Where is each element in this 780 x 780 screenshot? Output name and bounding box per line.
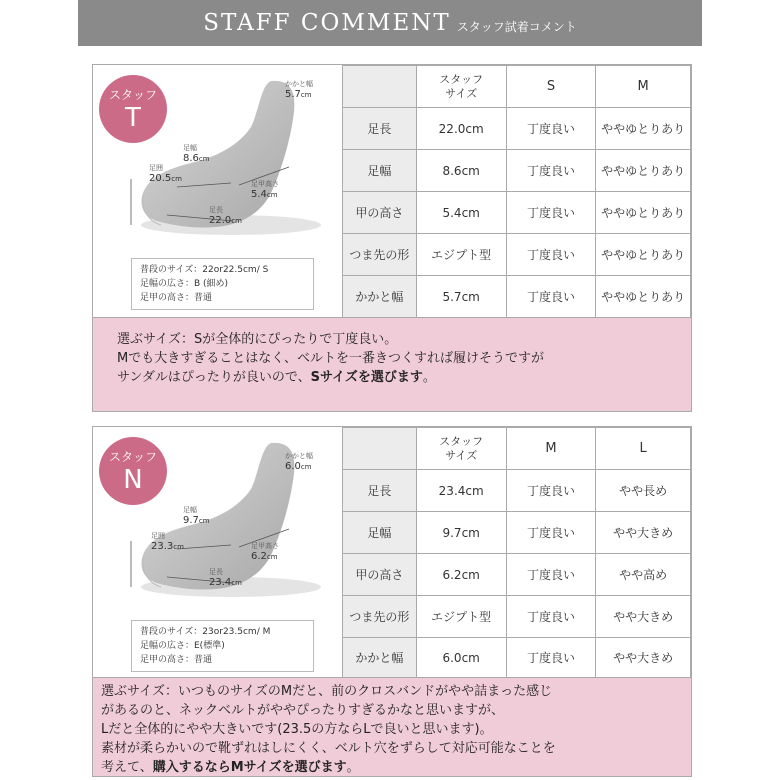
comment-line: 選ぶサイズ：いつものサイズのMだと、前のクロスバンドがやや詰まった感じ xyxy=(101,684,553,699)
heel-width-annotation: かかと幅 5.7cm xyxy=(285,80,313,100)
staff-value: 22.0cm xyxy=(416,108,506,150)
table-corner-cell xyxy=(343,428,417,470)
table-row xyxy=(343,150,691,192)
comment-line: 考えて、購入するならMサイズを選びます。 xyxy=(101,760,360,775)
staff-t-foot-panel xyxy=(93,65,342,317)
staff-t-size-table xyxy=(342,65,691,318)
badge-label: スタッフ xyxy=(108,88,157,102)
staff-n-block xyxy=(92,426,692,777)
badge-label: スタッフ xyxy=(108,450,157,464)
staff-n-badge xyxy=(99,437,167,505)
comment-line: Mでも大きすぎることはなく、ベルトを一番きつくすれば履けそうですが xyxy=(117,351,544,366)
instep-height-annotation: 足甲高さ 6.2cm xyxy=(251,542,279,562)
size-l-header: L xyxy=(596,428,691,470)
fit-m: ややゆとりあり xyxy=(596,108,691,150)
row-label: かかと幅 xyxy=(343,638,417,678)
foot-width-annotation: 足幅 9.7cm xyxy=(183,506,210,526)
foot-circumference-annotation: 足囲 23.3cm xyxy=(151,532,184,552)
staff-t-block xyxy=(92,64,692,412)
foot-circumference-annotation: 足囲 20.5cm xyxy=(149,164,182,184)
table-row xyxy=(343,638,691,678)
fit-s: 丁度良い xyxy=(506,108,596,150)
row-label: 甲の高さ xyxy=(343,192,417,234)
staff-t-badge xyxy=(99,75,167,143)
staff-value: 6.0cm xyxy=(416,638,506,678)
comment-line: 選ぶサイズ：Sが全体的にぴったりで丁度良い。 xyxy=(117,332,398,347)
staff-n-size-table xyxy=(342,427,691,678)
fit-s: 丁度良い xyxy=(506,150,596,192)
usual-size-text: 普段のサイズ：22or22.5cm/ S xyxy=(140,265,269,275)
fit-m: 丁度良い xyxy=(506,512,596,554)
usual-size-box xyxy=(131,620,314,672)
fit-l: やや大きめ xyxy=(596,596,691,638)
fit-l: やや大きめ xyxy=(596,512,691,554)
staff-value: 5.4cm xyxy=(416,192,506,234)
foot-length-annotation: 足長 22.0cm xyxy=(209,206,242,226)
staff-value: 23.4cm xyxy=(416,470,506,512)
heel-width-annotation: かかと幅 6.0cm xyxy=(285,452,313,472)
fit-m: ややゆとりあり xyxy=(596,276,691,318)
row-label: 甲の高さ xyxy=(343,554,417,596)
fit-m: 丁度良い xyxy=(506,470,596,512)
row-label: 足幅 xyxy=(343,512,417,554)
table-row xyxy=(343,554,691,596)
fit-l: やや高め xyxy=(596,554,691,596)
fit-s: 丁度良い xyxy=(506,276,596,318)
staff-value: 9.7cm xyxy=(416,512,506,554)
comment-line: サンダルはぴったりが良いので、Sサイズを選びます。 xyxy=(117,370,436,385)
row-label: つま先の形 xyxy=(343,234,417,276)
usual-size-text: 普段のサイズ：23or23.5cm/ M xyxy=(140,627,271,637)
staff-n-comment xyxy=(93,677,691,776)
section-header xyxy=(78,0,702,46)
table-row xyxy=(343,470,691,512)
size-m-header: M xyxy=(596,66,691,108)
row-label: つま先の形 xyxy=(343,596,417,638)
table-row xyxy=(343,234,691,276)
row-label: 足幅 xyxy=(343,150,417,192)
staff-n-foot-panel xyxy=(93,427,342,677)
chosen-size-text: 購入するならMサイズを選びます xyxy=(152,760,347,775)
comment-line: 素材が柔らかいので靴ずれはしにくく、ベルト穴をずらして対応可能なことを xyxy=(101,741,556,756)
staff-value: エジプト型 xyxy=(416,596,506,638)
fit-m: 丁度良い xyxy=(506,596,596,638)
staff-value: 8.6cm xyxy=(416,150,506,192)
header-subtitle: スタッフ試着コメント xyxy=(456,19,577,34)
usual-size-box xyxy=(131,258,314,310)
row-label: 足長 xyxy=(343,108,417,150)
table-header-row xyxy=(343,66,691,108)
fit-m: ややゆとりあり xyxy=(596,150,691,192)
header-title: STAFF COMMENT xyxy=(203,10,451,36)
table-corner-cell xyxy=(343,66,417,108)
staff-t-comment xyxy=(93,317,691,411)
fit-m: ややゆとりあり xyxy=(596,234,691,276)
foot-width-text: 足幅の広さ：B (細め) xyxy=(140,279,229,289)
table-row xyxy=(343,512,691,554)
size-s-header: S xyxy=(506,66,596,108)
instep-height-text: 足甲の高さ：普通 xyxy=(140,293,213,303)
fit-s: 丁度良い xyxy=(506,192,596,234)
foot-width-text: 足幅の広さ：E(標準) xyxy=(140,641,225,651)
fit-m: ややゆとりあり xyxy=(596,192,691,234)
badge-letter: N xyxy=(123,465,143,495)
foot-length-annotation: 足長 23.4cm xyxy=(209,568,242,588)
fit-s: 丁度良い xyxy=(506,234,596,276)
staff-value: 5.7cm xyxy=(416,276,506,318)
foot-width-annotation: 足幅 8.6cm xyxy=(183,144,210,164)
table-row xyxy=(343,596,691,638)
fit-m: 丁度良い xyxy=(506,554,596,596)
comment-line: Lだと全体的にやや大きいです(23.5の方ならLで良いと思います)。 xyxy=(101,722,493,737)
fit-l: やや長め xyxy=(596,470,691,512)
staff-value: エジプト型 xyxy=(416,234,506,276)
chosen-size-text: Sサイズを選びます xyxy=(310,370,423,385)
instep-height-text: 足甲の高さ：普通 xyxy=(140,655,213,665)
fit-l: やや大きめ xyxy=(596,638,691,678)
fit-m: 丁度良い xyxy=(506,638,596,678)
badge-letter: T xyxy=(125,103,141,133)
staff-value: 6.2cm xyxy=(416,554,506,596)
comment-line: があるのと、ネックベルトがややぴったりすぎるかなと思いますが、 xyxy=(101,703,505,718)
row-label: 足長 xyxy=(343,470,417,512)
staff-size-header: スタッフ サイズ xyxy=(416,428,506,470)
table-row xyxy=(343,276,691,318)
table-row xyxy=(343,192,691,234)
table-row xyxy=(343,108,691,150)
staff-size-header: スタッフ サイズ xyxy=(416,66,506,108)
row-label: かかと幅 xyxy=(343,276,417,318)
size-m-header: M xyxy=(506,428,596,470)
table-header-row xyxy=(343,428,691,470)
instep-height-annotation: 足甲高さ 5.4cm xyxy=(251,180,279,200)
